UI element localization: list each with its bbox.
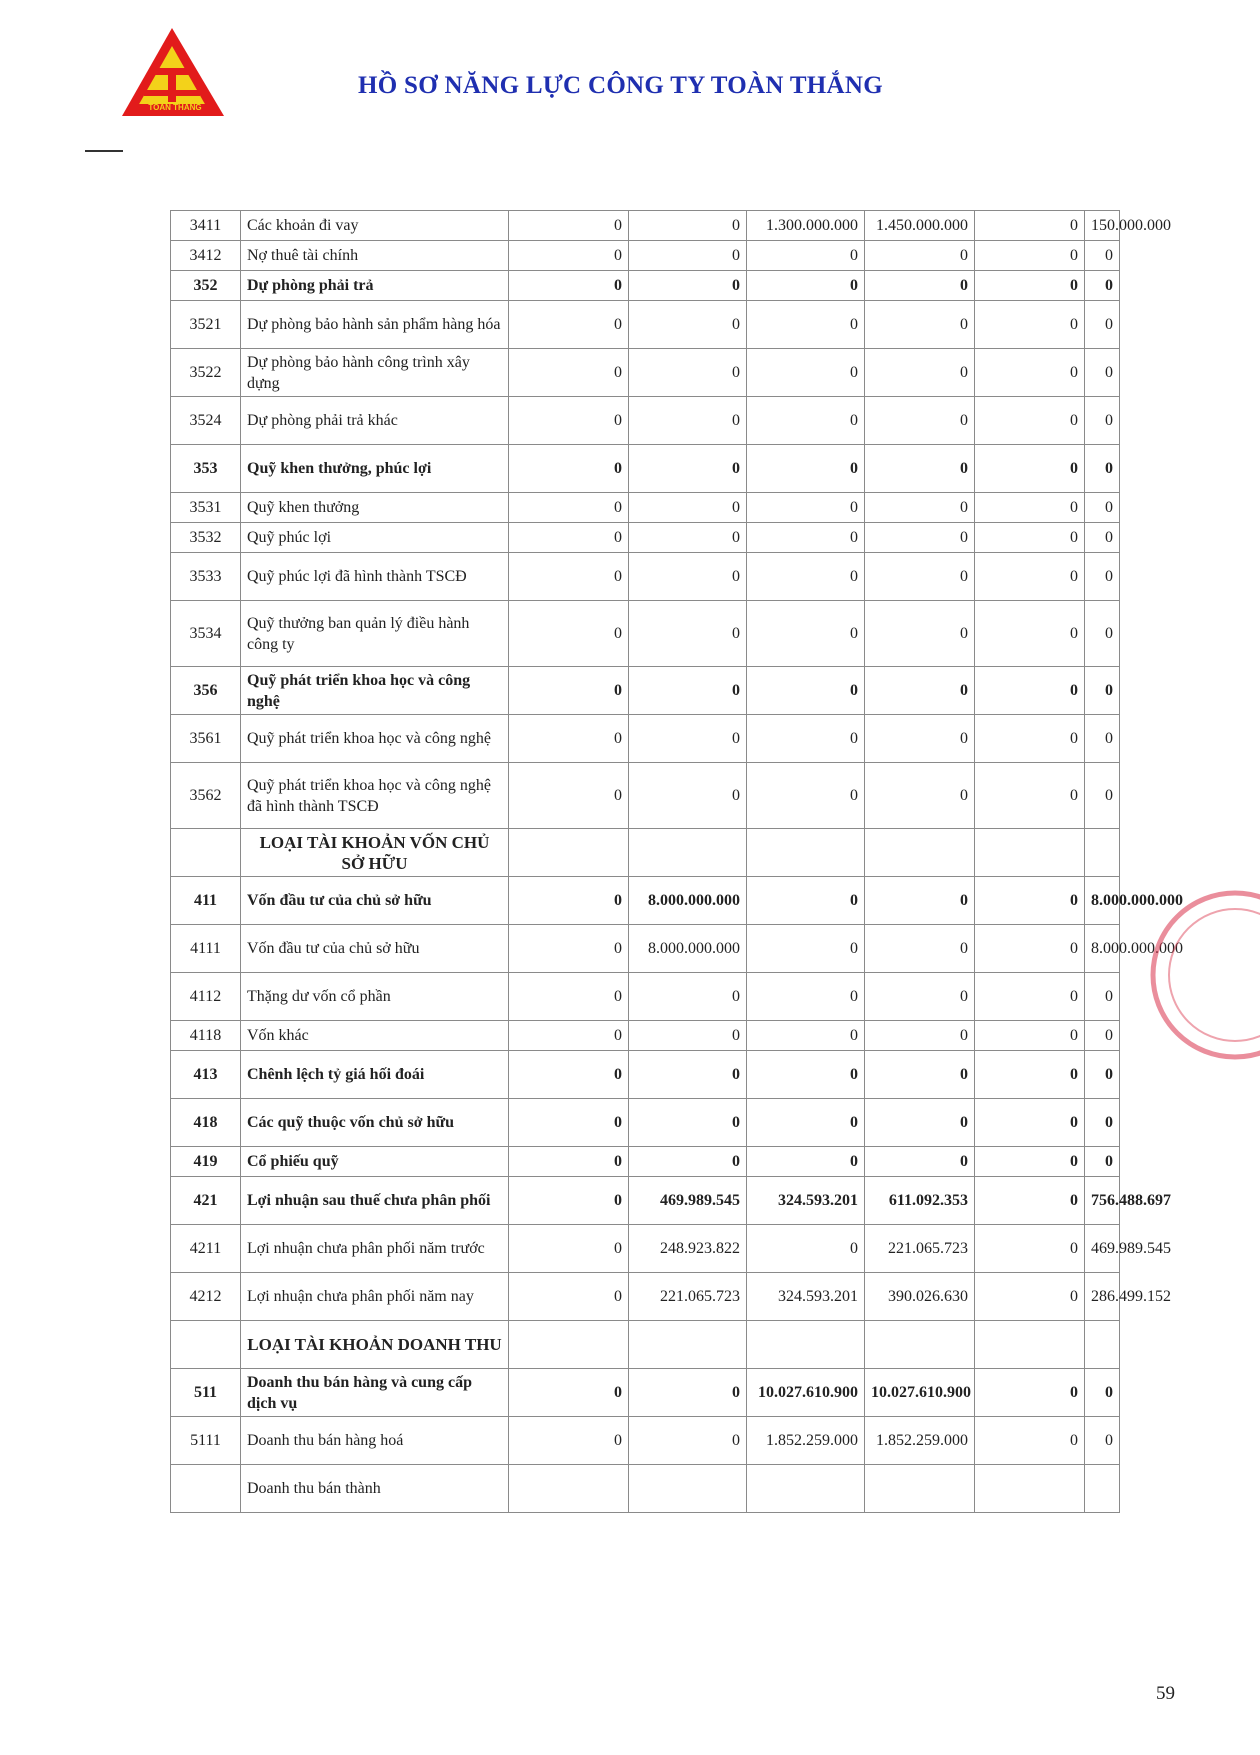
accounts-table-body <box>171 211 1183 1513</box>
value-cell <box>975 1465 1085 1513</box>
account-code-cell <box>171 1465 241 1513</box>
value-cell: 0 <box>509 1147 629 1177</box>
table-row <box>171 877 1120 925</box>
value-cell: 0 <box>1085 271 1120 301</box>
account-code-cell: 353 <box>171 445 241 493</box>
account-code-cell: 3524 <box>171 397 241 445</box>
value-cell: 0 <box>747 1051 865 1099</box>
value-cell <box>865 1465 975 1513</box>
value-cell: 0 <box>629 241 747 271</box>
value-cell: 0 <box>629 763 747 829</box>
value-cell: 0 <box>865 715 975 763</box>
value-cell: 0 <box>747 763 865 829</box>
table-row <box>171 301 1120 349</box>
value-cell: 0 <box>975 271 1085 301</box>
value-cell: 0 <box>865 667 975 715</box>
value-cell: 0 <box>509 667 629 715</box>
value-cell: 1.450.000.000 <box>865 211 975 241</box>
company-stamp <box>1140 880 1260 1070</box>
account-code-cell: 418 <box>171 1099 241 1147</box>
value-cell: 469.989.545 <box>629 1177 747 1225</box>
value-cell: 0 <box>629 1147 747 1177</box>
table-row <box>171 1177 1120 1225</box>
value-cell: 0 <box>975 1051 1085 1099</box>
value-cell: 0 <box>747 973 865 1021</box>
value-cell: 0 <box>629 667 747 715</box>
account-code-cell: 4111 <box>171 925 241 973</box>
account-name-cell: LOẠI TÀI KHOẢN VỐN CHỦ SỞ HỮU <box>241 829 509 877</box>
value-cell: 0 <box>865 1021 975 1051</box>
value-cell: 0 <box>629 349 747 397</box>
value-cell: 0 <box>629 601 747 667</box>
value-cell <box>509 1321 629 1369</box>
value-cell: 0 <box>747 271 865 301</box>
value-cell: 0 <box>975 1369 1085 1417</box>
value-cell: 8.000.000.000 <box>629 925 747 973</box>
value-cell: 0 <box>975 1177 1085 1225</box>
account-code-cell: 4118 <box>171 1021 241 1051</box>
table-row <box>171 925 1120 973</box>
account-code-cell: 5111 <box>171 1417 241 1465</box>
value-cell: 0 <box>747 715 865 763</box>
value-cell: 0 <box>747 349 865 397</box>
value-cell: 0 <box>747 1099 865 1147</box>
value-cell: 0 <box>1085 553 1120 601</box>
value-cell: 0 <box>1085 715 1120 763</box>
value-cell: 0 <box>1085 1147 1120 1177</box>
value-cell: 0 <box>509 211 629 241</box>
account-code-cell: 4211 <box>171 1225 241 1273</box>
value-cell: 0 <box>509 715 629 763</box>
value-cell: 324.593.201 <box>747 1273 865 1321</box>
value-cell: 0 <box>629 445 747 493</box>
value-cell: 0 <box>509 1273 629 1321</box>
table-row <box>171 1465 1120 1513</box>
table-row <box>171 349 1120 397</box>
account-code-cell: 3531 <box>171 493 241 523</box>
page-number: 59 <box>1156 1683 1175 1704</box>
value-cell: 1.852.259.000 <box>747 1417 865 1465</box>
value-cell <box>865 1321 975 1369</box>
value-cell: 0 <box>747 553 865 601</box>
account-name-cell: Lợi nhuận chưa phân phối năm nay <box>241 1273 509 1321</box>
table-row <box>171 1051 1120 1099</box>
value-cell: 0 <box>975 1225 1085 1273</box>
value-cell: 0 <box>509 1225 629 1273</box>
value-cell: 0 <box>509 763 629 829</box>
value-cell: 0 <box>509 445 629 493</box>
value-cell: 0 <box>865 1099 975 1147</box>
section-header-row <box>171 1321 1120 1369</box>
table-row <box>171 553 1120 601</box>
account-code-cell: 411 <box>171 877 241 925</box>
account-name-cell: Quỹ phát triển khoa học và công nghệ <box>241 715 509 763</box>
value-cell: 0 <box>975 211 1085 241</box>
account-name-cell: Vốn đầu tư của chủ sở hữu <box>241 925 509 973</box>
table-row <box>171 397 1120 445</box>
account-name-cell: LOẠI TÀI KHOẢN DOANH THU <box>241 1321 509 1369</box>
value-cell: 0 <box>629 1099 747 1147</box>
account-code-cell: 4112 <box>171 973 241 1021</box>
account-code-cell: 511 <box>171 1369 241 1417</box>
value-cell: 0 <box>865 1147 975 1177</box>
value-cell: 8.000.000.000 <box>1085 925 1120 973</box>
account-name-cell: Nợ thuê tài chính <box>241 241 509 271</box>
account-name-cell: Doanh thu bán hàng và cung cấp dịch vụ <box>241 1369 509 1417</box>
value-cell: 0 <box>509 601 629 667</box>
value-cell: 0 <box>865 925 975 973</box>
account-name-cell: Dự phòng bảo hành sản phẩm hàng hóa <box>241 301 509 349</box>
value-cell: 0 <box>975 763 1085 829</box>
account-name-cell: Chênh lệch tỷ giá hối đoái <box>241 1051 509 1099</box>
value-cell: 0 <box>509 349 629 397</box>
account-code-cell: 3561 <box>171 715 241 763</box>
value-cell <box>747 1465 865 1513</box>
value-cell: 0 <box>975 601 1085 667</box>
table-row <box>171 667 1120 715</box>
value-cell: 0 <box>1085 1051 1120 1099</box>
value-cell: 0 <box>1085 1021 1120 1051</box>
value-cell: 221.065.723 <box>629 1273 747 1321</box>
account-name-cell: Dự phòng phải trả <box>241 271 509 301</box>
value-cell: 0 <box>747 523 865 553</box>
value-cell: 0 <box>865 271 975 301</box>
value-cell: 0 <box>865 241 975 271</box>
value-cell: 0 <box>975 1417 1085 1465</box>
value-cell: 0 <box>629 397 747 445</box>
value-cell: 0 <box>1085 1369 1120 1417</box>
value-cell: 1.852.259.000 <box>865 1417 975 1465</box>
account-name-cell: Vốn khác <box>241 1021 509 1051</box>
table-row <box>171 493 1120 523</box>
value-cell <box>975 1321 1085 1369</box>
value-cell: 0 <box>747 601 865 667</box>
table-row <box>171 601 1120 667</box>
value-cell <box>629 1465 747 1513</box>
account-name-cell: Quỹ khen thưởng <box>241 493 509 523</box>
value-cell: 0 <box>509 397 629 445</box>
value-cell: 0 <box>865 493 975 523</box>
value-cell: 0 <box>747 877 865 925</box>
value-cell: 0 <box>509 925 629 973</box>
value-cell: 390.026.630 <box>865 1273 975 1321</box>
value-cell: 0 <box>509 1099 629 1147</box>
value-cell: 0 <box>629 523 747 553</box>
value-cell: 0 <box>629 1021 747 1051</box>
account-name-cell: Cổ phiếu quỹ <box>241 1147 509 1177</box>
value-cell: 469.989.545 <box>1085 1225 1120 1273</box>
table-row <box>171 763 1120 829</box>
account-code-cell: 356 <box>171 667 241 715</box>
account-code-cell: 352 <box>171 271 241 301</box>
account-name-cell: Doanh thu bán thành <box>241 1465 509 1513</box>
value-cell: 10.027.610.900 <box>747 1369 865 1417</box>
value-cell: 0 <box>975 493 1085 523</box>
accounts-table <box>170 210 1183 1513</box>
value-cell: 0 <box>865 349 975 397</box>
value-cell: 0 <box>629 211 747 241</box>
account-code-cell: 4212 <box>171 1273 241 1321</box>
value-cell <box>1085 829 1120 877</box>
value-cell <box>1085 1321 1120 1369</box>
value-cell: 0 <box>509 493 629 523</box>
value-cell: 0 <box>975 1273 1085 1321</box>
table-row <box>171 1147 1120 1177</box>
value-cell: 0 <box>747 667 865 715</box>
value-cell <box>509 1465 629 1513</box>
value-cell: 0 <box>865 973 975 1021</box>
value-cell: 0 <box>975 349 1085 397</box>
account-name-cell: Quỹ phúc lợi đã hình thành TSCĐ <box>241 553 509 601</box>
logo-text: TOÀN THẮNG <box>148 103 202 112</box>
account-name-cell: Vốn đầu tư của chủ sở hữu <box>241 877 509 925</box>
value-cell: 0 <box>865 1051 975 1099</box>
account-code-cell: 3412 <box>171 241 241 271</box>
value-cell: 0 <box>1085 973 1120 1021</box>
value-cell: 0 <box>509 1417 629 1465</box>
value-cell <box>629 829 747 877</box>
value-cell <box>629 1321 747 1369</box>
value-cell: 150.000.000 <box>1085 211 1120 241</box>
value-cell: 0 <box>629 553 747 601</box>
value-cell: 0 <box>629 1369 747 1417</box>
value-cell: 0 <box>747 1147 865 1177</box>
table-row <box>171 523 1120 553</box>
page-title: HỒ SƠ NĂNG LỰC CÔNG TY TOÀN THẮNG <box>357 72 884 99</box>
value-cell: 0 <box>865 553 975 601</box>
value-cell: 611.092.353 <box>865 1177 975 1225</box>
value-cell: 756.488.697 <box>1085 1177 1120 1225</box>
account-code-cell: 419 <box>171 1147 241 1177</box>
section-header-row <box>171 829 1120 877</box>
account-code-cell <box>171 829 241 877</box>
value-cell: 0 <box>509 877 629 925</box>
value-cell: 0 <box>1085 1417 1120 1465</box>
value-cell: 0 <box>747 925 865 973</box>
value-cell: 0 <box>509 1021 629 1051</box>
value-cell: 0 <box>975 667 1085 715</box>
table-row <box>171 1099 1120 1147</box>
account-name-cell: Lợi nhuận sau thuế chưa phân phối <box>241 1177 509 1225</box>
value-cell: 0 <box>509 1051 629 1099</box>
value-cell: 0 <box>975 973 1085 1021</box>
value-cell: 1.300.000.000 <box>747 211 865 241</box>
account-code-cell: 421 <box>171 1177 241 1225</box>
account-code-cell: 3533 <box>171 553 241 601</box>
value-cell: 0 <box>509 553 629 601</box>
table-row <box>171 1417 1120 1465</box>
value-cell: 0 <box>747 493 865 523</box>
account-name-cell: Dự phòng phải trả khác <box>241 397 509 445</box>
value-cell: 324.593.201 <box>747 1177 865 1225</box>
value-cell: 0 <box>509 271 629 301</box>
value-cell: 0 <box>975 877 1085 925</box>
value-cell: 0 <box>747 397 865 445</box>
accounts-table-container <box>170 210 1183 1650</box>
value-cell: 0 <box>865 763 975 829</box>
value-cell: 0 <box>865 523 975 553</box>
margin-mark <box>85 150 123 152</box>
table-row <box>171 1273 1120 1321</box>
value-cell: 0 <box>1085 301 1120 349</box>
value-cell <box>747 829 865 877</box>
value-cell: 286.499.152 <box>1085 1273 1120 1321</box>
account-name-cell: Dự phòng bảo hành công trình xây dựng <box>241 349 509 397</box>
account-name-cell: Các quỹ thuộc vốn chủ sở hữu <box>241 1099 509 1147</box>
value-cell: 0 <box>975 445 1085 493</box>
value-cell <box>509 829 629 877</box>
value-cell: 0 <box>509 523 629 553</box>
value-cell: 0 <box>629 301 747 349</box>
value-cell: 0 <box>975 523 1085 553</box>
value-cell: 0 <box>747 1021 865 1051</box>
account-name-cell: Quỹ phát triển khoa học và công nghệ <box>241 667 509 715</box>
value-cell: 0 <box>975 301 1085 349</box>
value-cell: 8.000.000.000 <box>1085 877 1120 925</box>
value-cell: 0 <box>975 715 1085 763</box>
table-row <box>171 211 1120 241</box>
account-code-cell: 3521 <box>171 301 241 349</box>
account-name-cell: Thặng dư vốn cổ phần <box>241 973 509 1021</box>
value-cell: 0 <box>1085 241 1120 271</box>
table-row <box>171 715 1120 763</box>
value-cell: 0 <box>1085 1099 1120 1147</box>
value-cell: 0 <box>509 241 629 271</box>
value-cell <box>865 829 975 877</box>
value-cell: 0 <box>747 445 865 493</box>
value-cell: 0 <box>1085 445 1120 493</box>
value-cell: 0 <box>865 397 975 445</box>
value-cell: 0 <box>1085 523 1120 553</box>
table-row <box>171 241 1120 271</box>
value-cell: 8.000.000.000 <box>629 877 747 925</box>
value-cell: 0 <box>865 445 975 493</box>
value-cell: 0 <box>629 1051 747 1099</box>
account-code-cell <box>171 1321 241 1369</box>
value-cell: 0 <box>1085 349 1120 397</box>
value-cell: 0 <box>975 1099 1085 1147</box>
account-code-cell: 3562 <box>171 763 241 829</box>
value-cell: 0 <box>865 877 975 925</box>
table-row <box>171 1021 1120 1051</box>
value-cell: 0 <box>629 1417 747 1465</box>
account-code-cell: 3522 <box>171 349 241 397</box>
value-cell: 0 <box>1085 667 1120 715</box>
value-cell: 0 <box>1085 763 1120 829</box>
table-row <box>171 973 1120 1021</box>
account-code-cell: 413 <box>171 1051 241 1099</box>
value-cell: 0 <box>1085 493 1120 523</box>
value-cell: 0 <box>865 601 975 667</box>
value-cell: 0 <box>1085 601 1120 667</box>
value-cell <box>975 829 1085 877</box>
value-cell: 0 <box>509 973 629 1021</box>
value-cell: 10.027.610.900 <box>865 1369 975 1417</box>
account-code-cell: 3411 <box>171 211 241 241</box>
account-name-cell: Quỹ khen thưởng, phúc lợi <box>241 445 509 493</box>
table-row <box>171 271 1120 301</box>
account-name-cell: Quỹ phúc lợi <box>241 523 509 553</box>
value-cell: 0 <box>629 715 747 763</box>
value-cell: 0 <box>975 1021 1085 1051</box>
value-cell: 0 <box>747 241 865 271</box>
value-cell: 0 <box>747 1225 865 1273</box>
value-cell: 0 <box>865 301 975 349</box>
table-row <box>171 445 1120 493</box>
value-cell: 0 <box>975 553 1085 601</box>
table-row <box>171 1369 1120 1417</box>
value-cell: 0 <box>629 271 747 301</box>
account-name-cell: Doanh thu bán hàng hoá <box>241 1417 509 1465</box>
value-cell: 0 <box>509 1369 629 1417</box>
value-cell <box>1085 1465 1120 1513</box>
value-cell: 0 <box>509 1177 629 1225</box>
value-cell: 248.923.822 <box>629 1225 747 1273</box>
value-cell: 0 <box>629 973 747 1021</box>
value-cell: 0 <box>1085 397 1120 445</box>
value-cell: 0 <box>975 1147 1085 1177</box>
account-code-cell: 3532 <box>171 523 241 553</box>
account-code-cell: 3534 <box>171 601 241 667</box>
account-name-cell: Lợi nhuận chưa phân phối năm trước <box>241 1225 509 1273</box>
value-cell: 0 <box>747 301 865 349</box>
table-row <box>171 1225 1120 1273</box>
value-cell: 0 <box>975 925 1085 973</box>
value-cell: 0 <box>975 397 1085 445</box>
value-cell: 0 <box>975 241 1085 271</box>
value-cell: 221.065.723 <box>865 1225 975 1273</box>
account-name-cell: Các khoản đi vay <box>241 211 509 241</box>
account-name-cell: Quỹ thưởng ban quản lý điều hành công ty <box>241 601 509 667</box>
value-cell <box>747 1321 865 1369</box>
account-name-cell: Quỹ phát triển khoa học và công nghệ đã hình thành TSCĐ <box>241 763 509 829</box>
value-cell: 0 <box>629 493 747 523</box>
value-cell: 0 <box>509 301 629 349</box>
